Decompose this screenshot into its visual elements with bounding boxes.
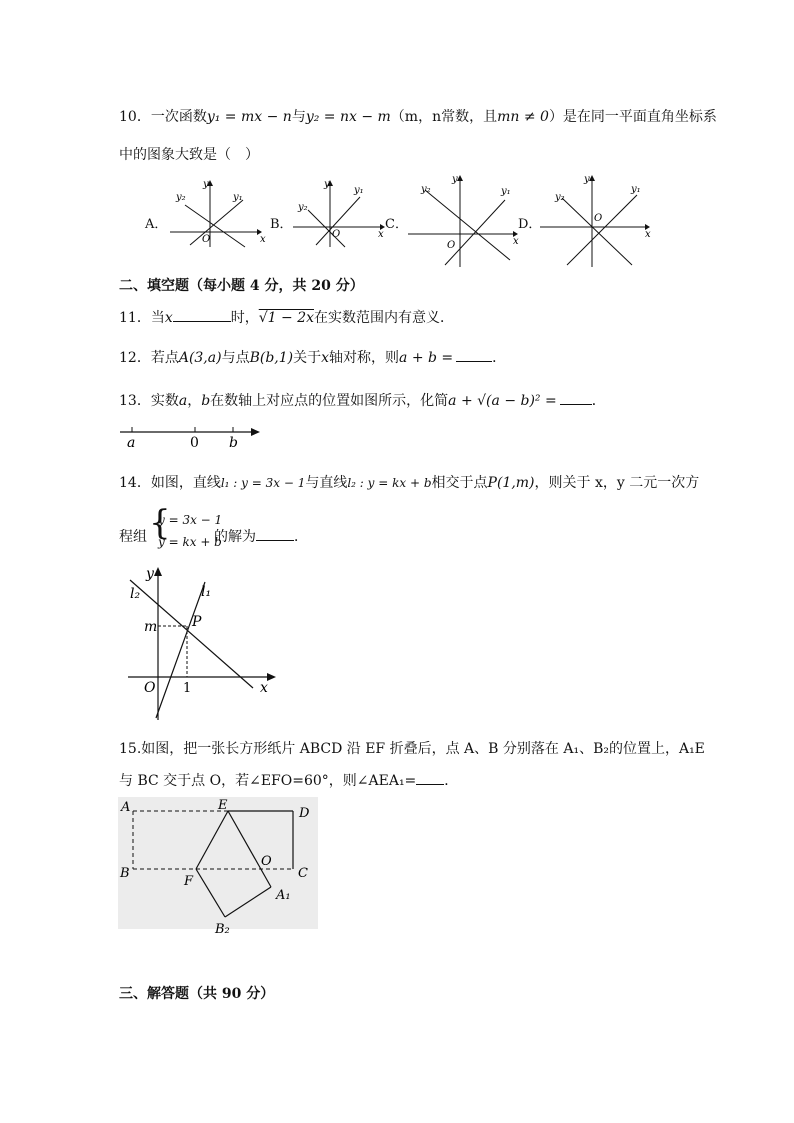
q14-line1 xyxy=(119,472,699,492)
option-c-graph[interactable] xyxy=(405,170,525,270)
answer-blank[interactable] xyxy=(560,390,592,405)
x-axis-arrow xyxy=(267,673,276,681)
q10-condition: mn ≠ 0 xyxy=(497,109,549,125)
y1-label: y₁ xyxy=(631,184,641,195)
q13-text: 在数轴上对应点的位置如图所示，化简 xyxy=(210,393,449,409)
q13-expr: a + √(a − b)² = xyxy=(448,393,557,409)
y-label: y xyxy=(584,174,590,185)
label-O: O xyxy=(261,854,272,869)
label-E: E xyxy=(218,798,228,813)
q12-point-a: A(3,a) xyxy=(178,350,222,366)
q13-b: b xyxy=(201,393,211,409)
q13-text: ， xyxy=(187,393,202,409)
x-label: x xyxy=(260,680,268,696)
q13-text: 13．实数 xyxy=(119,393,179,409)
q14-text: 与直线 xyxy=(305,475,348,491)
l2-label: l₂ xyxy=(130,586,141,602)
q10-formula-y1: y₁ = mx − n xyxy=(206,109,292,125)
q10-line1 xyxy=(119,106,717,126)
one-label: 1 xyxy=(183,681,192,696)
q14-line2-label: 程组 xyxy=(119,529,147,545)
label-A1: A₁ xyxy=(276,888,291,903)
q10-line2: 中的图象大致是（ ） xyxy=(119,147,259,163)
numberline-b: b xyxy=(229,435,238,451)
q14-line2-tail xyxy=(214,526,308,546)
y-label: y xyxy=(324,179,330,190)
origin-label: O xyxy=(594,213,603,224)
system-brace: { xyxy=(149,503,171,543)
q12-point-b: B(b,1) xyxy=(249,350,294,366)
q11-var: x xyxy=(164,310,173,326)
x-label: x xyxy=(260,234,266,245)
q15-text: ． xyxy=(444,773,459,789)
q10-text: ）是在同一平面直角坐标系 xyxy=(548,109,717,125)
q11-radical: √1 − 2x xyxy=(258,310,314,326)
numberline-a: a xyxy=(127,435,136,451)
numberline-zero: 0 xyxy=(190,435,199,451)
label-D: D xyxy=(299,806,310,821)
label-F: F xyxy=(184,874,194,889)
q14-figure xyxy=(118,560,283,725)
option-a-graph[interactable] xyxy=(165,175,265,250)
y2-label: y₂ xyxy=(176,192,186,203)
q12-text: 与点 xyxy=(221,350,250,366)
q11-text: 时， xyxy=(230,310,259,326)
q10-text: （m，n常数，且 xyxy=(390,109,498,125)
origin-label: O xyxy=(202,234,211,245)
q14-l1: l₁ : y = 3x − 1 xyxy=(220,476,306,490)
line-y1 xyxy=(190,200,243,245)
y-label: y xyxy=(146,566,154,582)
q10-formula-y2: y₂ = nx − m xyxy=(305,109,391,125)
answer-blank[interactable] xyxy=(456,347,492,362)
answer-blank[interactable] xyxy=(173,307,231,322)
q12-text: 12．若点 xyxy=(119,350,179,366)
origin-label: O xyxy=(144,680,156,696)
q14-l2: l₂ : y = kx + b xyxy=(347,476,432,490)
q14-text: ，则关于 x，y 二元一次方 xyxy=(534,475,700,491)
line-y2 xyxy=(185,205,245,247)
answer-blank[interactable] xyxy=(256,526,294,541)
y2-label: y₂ xyxy=(421,184,431,195)
y1-label: y₁ xyxy=(233,192,243,203)
q13 xyxy=(119,390,606,410)
label-B: B xyxy=(120,866,130,881)
q12-expr: a + b = xyxy=(399,350,454,366)
q12-text: ． xyxy=(492,350,507,366)
answer-blank[interactable] xyxy=(416,770,444,785)
option-b-label[interactable]: B． xyxy=(270,217,293,232)
x-label: x xyxy=(378,229,384,240)
p-label: P xyxy=(192,614,202,630)
section-title-fill-in: 二、填空题（每小题 4 分，共 20 分） xyxy=(119,278,364,294)
y-label: y xyxy=(452,174,458,185)
q12-text: 轴对称，则 xyxy=(329,350,400,366)
option-a-label[interactable]: A． xyxy=(145,217,168,232)
x-label: x xyxy=(513,236,519,247)
q15-line1: 15.如图，把一张长方形纸片 ABCD 沿 EF 折叠后，点 A、B 分别落在 A₁、B₂的位置上，A₁E xyxy=(119,741,705,757)
q15-line2 xyxy=(119,770,458,790)
figure-background xyxy=(118,797,318,929)
q14-text: ． xyxy=(294,529,308,545)
q12-axis: x xyxy=(321,350,330,366)
m-label: m xyxy=(144,619,158,635)
y1-label: y₁ xyxy=(354,185,364,196)
q15-text: 与 BC 交于点 O，若∠EFO=60°，则∠AEA₁= xyxy=(119,773,417,789)
line-l1 xyxy=(156,582,205,718)
q15-figure xyxy=(118,797,318,937)
q11 xyxy=(119,307,454,327)
number-line xyxy=(115,420,265,450)
origin-label: O xyxy=(332,229,341,240)
q14-eq2: y = kx + b xyxy=(158,535,222,549)
q13-a: a xyxy=(178,393,188,409)
option-d-graph[interactable] xyxy=(537,170,657,270)
x-label: x xyxy=(645,229,651,240)
label-C: C xyxy=(298,866,308,881)
q10-number: 10． xyxy=(119,109,151,125)
section-title-solutions: 三、解答题（共 90 分） xyxy=(119,986,275,1002)
y2-label: y₂ xyxy=(298,202,308,213)
q12-text: 关于 xyxy=(293,350,322,366)
option-d-label[interactable]: D． xyxy=(518,217,542,232)
y-label: y xyxy=(203,179,209,190)
label-A: A xyxy=(121,800,131,815)
q14-eq1: y = 3x − 1 xyxy=(158,513,223,527)
label-B2: B₂ xyxy=(215,922,230,937)
y-axis-arrow xyxy=(154,567,162,576)
option-c-label[interactable]: C． xyxy=(385,217,408,232)
y2-label: y₂ xyxy=(555,192,565,203)
q12 xyxy=(119,347,506,367)
option-b-graph[interactable] xyxy=(288,175,388,250)
q14-text: 相交于点 xyxy=(431,475,488,491)
q11-text: 11．当 xyxy=(119,310,165,326)
l1-label: l₁ xyxy=(201,584,212,600)
q13-text: ． xyxy=(591,393,606,409)
q11-text: 在实数范围内有意义． xyxy=(314,310,454,326)
q14-text: 的解为 xyxy=(214,529,256,545)
origin-label: O xyxy=(447,240,456,251)
q14-point-p: P(1,m) xyxy=(487,475,535,491)
q10-text: 与 xyxy=(291,109,306,125)
y1-label: y₁ xyxy=(501,186,511,197)
q10-text: 一次函数 xyxy=(150,109,207,125)
q14-text: 14．如图，直线 xyxy=(119,475,221,491)
